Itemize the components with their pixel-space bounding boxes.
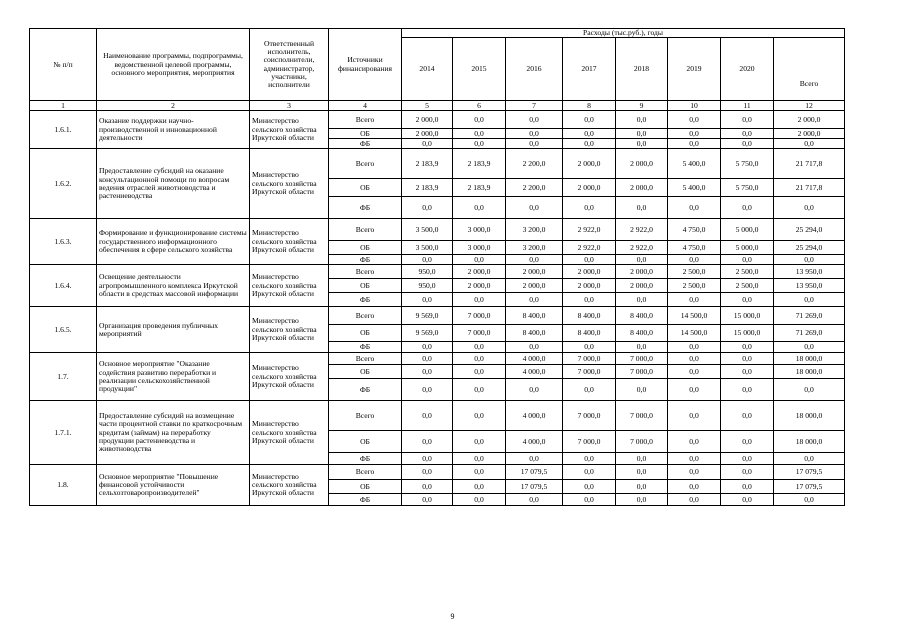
funding-source: Всего (329, 111, 402, 129)
row-number: 1.6.3. (30, 219, 97, 265)
year-value: 0,0 (506, 255, 563, 265)
year-value: 7 000,0 (616, 431, 668, 453)
year-value: 3 000,0 (453, 241, 506, 255)
table-row (30, 353, 845, 365)
year-value: 7 000,0 (616, 353, 668, 365)
year-value: 5 750,0 (721, 179, 774, 197)
year-value: 3 200,0 (506, 241, 563, 255)
funding-source: Всего (329, 219, 402, 241)
year-value: 0,0 (721, 494, 774, 506)
year-value: 2 000,0 (616, 279, 668, 293)
program-name: Организация проведения публичных мероприятий (97, 307, 250, 353)
header-year: 2020 (721, 38, 774, 101)
column-number-cell: 2 (97, 101, 250, 111)
table-row (30, 265, 845, 279)
year-value: 0,0 (453, 379, 506, 401)
year-value: 2 922,0 (616, 219, 668, 241)
table-body (30, 111, 845, 506)
year-value: 15 000,0 (721, 307, 774, 325)
year-value: 9 569,0 (402, 307, 453, 325)
year-value: 0,0 (506, 129, 563, 139)
year-value: 0,0 (721, 342, 774, 353)
year-value: 14 500,0 (668, 325, 721, 342)
year-value: 0,0 (402, 342, 453, 353)
year-value: 0,0 (402, 453, 453, 465)
year-value: 0,0 (453, 129, 506, 139)
funding-source: Всего (329, 265, 402, 279)
total-value: 21 717,8 (774, 149, 845, 179)
year-value: 0,0 (668, 342, 721, 353)
header-year: 2017 (563, 38, 616, 101)
year-value: 0,0 (453, 494, 506, 506)
year-value: 0,0 (563, 342, 616, 353)
header-name: Наименование программы, подпрограммы, ведомственной целевой программы, основного мероприятия, мероприятия (97, 29, 250, 101)
year-value: 4 750,0 (668, 241, 721, 255)
year-value: 0,0 (668, 293, 721, 307)
total-value: 0,0 (774, 197, 845, 219)
year-value: 0,0 (668, 431, 721, 453)
total-value: 0,0 (774, 342, 845, 353)
year-value: 4 750,0 (668, 219, 721, 241)
year-value: 0,0 (506, 197, 563, 219)
executor: Министерство сельского хозяйства Иркутской области (250, 307, 329, 353)
year-value: 0,0 (668, 401, 721, 431)
row-number: 1.6.5. (30, 307, 97, 353)
funding-source: ФБ (329, 453, 402, 465)
total-value: 17 079,5 (774, 465, 845, 480)
year-value: 0,0 (563, 480, 616, 494)
executor: Министерство сельского хозяйства Иркутской области (250, 265, 329, 307)
year-value: 0,0 (506, 139, 563, 149)
header-year: 2018 (616, 38, 668, 101)
year-value: 0,0 (563, 255, 616, 265)
column-number-cell: 6 (453, 101, 506, 111)
year-value: 2 000,0 (616, 179, 668, 197)
year-value: 0,0 (721, 453, 774, 465)
year-value: 3 500,0 (402, 219, 453, 241)
year-value: 8 400,0 (616, 307, 668, 325)
year-value: 7 000,0 (563, 365, 616, 379)
year-value: 3 500,0 (402, 241, 453, 255)
program-name: Освещение деятельности агропромышленного комплекса Иркутской области в средствах массовой информации (97, 265, 250, 307)
year-value: 4 000,0 (506, 365, 563, 379)
total-value: 2 000,0 (774, 111, 845, 129)
column-number-cell: 4 (329, 101, 402, 111)
year-value: 0,0 (721, 139, 774, 149)
column-number-cell: 7 (506, 101, 563, 111)
year-value: 3 000,0 (453, 219, 506, 241)
year-value: 2 000,0 (563, 179, 616, 197)
year-value: 0,0 (402, 401, 453, 431)
funding-source: Всего (329, 465, 402, 480)
year-value: 0,0 (668, 379, 721, 401)
funding-source: ОБ (329, 179, 402, 197)
year-value: 0,0 (402, 465, 453, 480)
total-value: 0,0 (774, 293, 845, 307)
year-value: 0,0 (616, 480, 668, 494)
year-value: 0,0 (616, 129, 668, 139)
row-number: 1.7. (30, 353, 97, 401)
funding-source: ФБ (329, 139, 402, 149)
year-value: 2 922,0 (616, 241, 668, 255)
year-value: 17 079,5 (506, 465, 563, 480)
funding-source: ОБ (329, 325, 402, 342)
year-value: 4 000,0 (506, 353, 563, 365)
year-value: 0,0 (668, 197, 721, 219)
year-value: 0,0 (453, 197, 506, 219)
year-value: 7 000,0 (616, 365, 668, 379)
year-value: 0,0 (402, 365, 453, 379)
program-name: Основное мероприятие "Оказание содействия развитию переработки и реализации сельскохозяйственной продукции" (97, 353, 250, 401)
row-number: 1.8. (30, 465, 97, 506)
year-value: 0,0 (506, 293, 563, 307)
year-value: 0,0 (563, 197, 616, 219)
total-value: 71 269,0 (774, 307, 845, 325)
funding-source: Всего (329, 307, 402, 325)
year-value: 0,0 (668, 453, 721, 465)
year-value: 0,0 (453, 111, 506, 129)
year-value: 17 079,5 (506, 480, 563, 494)
year-value: 2 000,0 (453, 265, 506, 279)
year-value: 0,0 (721, 379, 774, 401)
year-value: 0,0 (668, 129, 721, 139)
year-value: 7 000,0 (563, 401, 616, 431)
year-value: 0,0 (402, 293, 453, 307)
year-value: 0,0 (721, 431, 774, 453)
year-value: 0,0 (616, 342, 668, 353)
year-value: 0,0 (453, 431, 506, 453)
year-value: 0,0 (668, 480, 721, 494)
year-value: 0,0 (506, 379, 563, 401)
year-value: 7 000,0 (616, 401, 668, 431)
year-value: 5 000,0 (721, 219, 774, 241)
year-value: 2 000,0 (506, 265, 563, 279)
column-number-cell: 11 (721, 101, 774, 111)
total-value: 0,0 (774, 139, 845, 149)
total-value: 0,0 (774, 255, 845, 265)
year-value: 2 183,9 (453, 179, 506, 197)
header-exec: Ответственный исполнитель, соисполнители, администратор, участники, исполнители (250, 29, 329, 101)
year-value: 5 000,0 (721, 241, 774, 255)
column-number-cell: 8 (563, 101, 616, 111)
total-value: 2 000,0 (774, 129, 845, 139)
column-number-cell: 3 (250, 101, 329, 111)
column-number-cell: 5 (402, 101, 453, 111)
year-value: 4 000,0 (506, 401, 563, 431)
executor: Министерство сельского хозяйства Иркутской области (250, 401, 329, 465)
year-value: 0,0 (453, 453, 506, 465)
year-value: 7 000,0 (453, 307, 506, 325)
year-value: 0,0 (721, 129, 774, 139)
total-value: 13 950,0 (774, 265, 845, 279)
year-value: 2 000,0 (402, 111, 453, 129)
page-number: 9 (450, 612, 455, 621)
year-value: 0,0 (506, 111, 563, 129)
funding-source: ОБ (329, 279, 402, 293)
executor: Министерство сельского хозяйства Иркутской области (250, 111, 329, 149)
year-value: 0,0 (721, 197, 774, 219)
year-value: 950,0 (402, 265, 453, 279)
year-value: 8 400,0 (563, 307, 616, 325)
year-value: 0,0 (668, 365, 721, 379)
total-value: 18 000,0 (774, 365, 845, 379)
executor: Министерство сельского хозяйства Иркутской области (250, 353, 329, 401)
year-value: 0,0 (616, 379, 668, 401)
year-value: 2 500,0 (668, 279, 721, 293)
row-number: 1.7.1. (30, 401, 97, 465)
funding-source: ФБ (329, 293, 402, 307)
year-value: 2 000,0 (506, 279, 563, 293)
year-value: 950,0 (402, 279, 453, 293)
column-number-cell: 12 (774, 101, 845, 111)
year-value: 0,0 (453, 353, 506, 365)
total-value: 25 294,0 (774, 219, 845, 241)
executor: Министерство сельского хозяйства Иркутской области (250, 219, 329, 265)
funding-source: ФБ (329, 255, 402, 265)
year-value: 0,0 (668, 353, 721, 365)
year-value: 8 400,0 (506, 325, 563, 342)
total-value: 21 717,8 (774, 179, 845, 197)
year-value: 2 183,9 (453, 149, 506, 179)
year-value: 0,0 (453, 465, 506, 480)
year-value: 0,0 (563, 465, 616, 480)
column-number-cell: 9 (616, 101, 668, 111)
year-value: 2 000,0 (402, 129, 453, 139)
financing-table (29, 28, 845, 506)
funding-source: ФБ (329, 379, 402, 401)
total-value: 18 000,0 (774, 401, 845, 431)
year-value: 5 400,0 (668, 179, 721, 197)
funding-source: Всего (329, 353, 402, 365)
year-value: 2 000,0 (563, 279, 616, 293)
year-value: 0,0 (668, 139, 721, 149)
year-value: 0,0 (721, 111, 774, 129)
year-value: 0,0 (402, 431, 453, 453)
year-value: 0,0 (721, 480, 774, 494)
year-value: 0,0 (721, 401, 774, 431)
year-value: 0,0 (721, 353, 774, 365)
table-row (30, 401, 845, 431)
year-value: 5 750,0 (721, 149, 774, 179)
funding-source: ОБ (329, 241, 402, 255)
header-source: Источники финансирования (329, 29, 402, 101)
year-value: 0,0 (616, 255, 668, 265)
year-value: 0,0 (453, 342, 506, 353)
year-value: 0,0 (402, 494, 453, 506)
year-value: 9 569,0 (402, 325, 453, 342)
year-value: 8 400,0 (616, 325, 668, 342)
year-value: 0,0 (616, 111, 668, 129)
program-name: Оказание поддержки научно-производственной и инновационной деятельности (97, 111, 250, 149)
year-value: 2 500,0 (721, 265, 774, 279)
year-value: 0,0 (453, 401, 506, 431)
year-value: 0,0 (402, 139, 453, 149)
header-year: 2019 (668, 38, 721, 101)
year-value: 2 000,0 (453, 279, 506, 293)
year-value: 7 000,0 (453, 325, 506, 342)
total-value: 0,0 (774, 379, 845, 401)
year-value: 0,0 (563, 111, 616, 129)
funding-source: ОБ (329, 480, 402, 494)
year-value: 7 000,0 (563, 353, 616, 365)
year-value: 0,0 (668, 465, 721, 480)
year-value: 2 000,0 (563, 265, 616, 279)
year-value: 8 400,0 (563, 325, 616, 342)
year-value: 0,0 (506, 494, 563, 506)
year-value: 2 200,0 (506, 149, 563, 179)
header-year: 2016 (506, 38, 563, 101)
year-value: 2 000,0 (616, 265, 668, 279)
table-row (30, 111, 845, 129)
funding-source: ФБ (329, 197, 402, 219)
year-value: 0,0 (616, 293, 668, 307)
year-value: 0,0 (453, 293, 506, 307)
column-number-row (30, 101, 845, 111)
year-value: 0,0 (563, 293, 616, 307)
total-value: 0,0 (774, 453, 845, 465)
year-value: 0,0 (453, 255, 506, 265)
year-value: 0,0 (563, 139, 616, 149)
year-value: 0,0 (616, 465, 668, 480)
year-value: 2 922,0 (563, 241, 616, 255)
executor: Министерство сельского хозяйства Иркутской области (250, 465, 329, 506)
year-value: 0,0 (402, 197, 453, 219)
program-name: Основное мероприятие "Повышение финансовой устойчивости сельхозтоваропроизводителей" (97, 465, 250, 506)
row-number: 1.6.4. (30, 265, 97, 307)
funding-source: ОБ (329, 365, 402, 379)
column-number-cell: 10 (668, 101, 721, 111)
column-number-cell: 1 (30, 101, 97, 111)
year-value: 0,0 (506, 342, 563, 353)
total-value: 13 950,0 (774, 279, 845, 293)
program-name: Предоставление субсидий на возмещение части процентной ставки по краткосрочным кредитам (займам) на переработку продукции растениеводства и животноводства (97, 401, 250, 465)
year-value: 5 400,0 (668, 149, 721, 179)
executor: Министерство сельского хозяйства Иркутской области (250, 149, 329, 219)
year-value: 0,0 (402, 379, 453, 401)
year-value: 0,0 (721, 293, 774, 307)
funding-source: ОБ (329, 129, 402, 139)
header-expenses: Расходы (тыс.руб.), годы (402, 29, 845, 38)
table-row (30, 219, 845, 241)
year-value: 0,0 (563, 494, 616, 506)
year-value: 0,0 (402, 480, 453, 494)
total-value: 18 000,0 (774, 353, 845, 365)
table-row (30, 149, 845, 179)
header-num: № п/п (30, 29, 97, 101)
year-value: 14 500,0 (668, 307, 721, 325)
year-value: 0,0 (563, 129, 616, 139)
year-value: 0,0 (402, 255, 453, 265)
year-value: 0,0 (402, 353, 453, 365)
program-name: Предоставление субсидий на оказание консультационной помощи по вопросам ведения отраслей животноводства и растениеводства (97, 149, 250, 219)
total-value: 17 079,5 (774, 480, 845, 494)
year-value: 4 000,0 (506, 431, 563, 453)
funding-source: ФБ (329, 342, 402, 353)
funding-source: Всего (329, 149, 402, 179)
year-value: 8 400,0 (506, 307, 563, 325)
year-value: 2 183,9 (402, 149, 453, 179)
year-value: 0,0 (506, 453, 563, 465)
program-name: Формирование и функционирование системы государственного информационного обеспечения в сфере сельского хозяйства (97, 219, 250, 265)
year-value: 2 000,0 (616, 149, 668, 179)
year-value: 2 922,0 (563, 219, 616, 241)
table-row (30, 307, 845, 325)
year-value: 2 000,0 (563, 149, 616, 179)
year-value: 0,0 (721, 255, 774, 265)
total-value: 71 269,0 (774, 325, 845, 342)
year-value: 0,0 (616, 453, 668, 465)
year-value: 2 500,0 (668, 265, 721, 279)
year-value: 15 000,0 (721, 325, 774, 342)
year-value: 0,0 (563, 379, 616, 401)
year-value: 0,0 (668, 111, 721, 129)
year-value: 3 200,0 (506, 219, 563, 241)
year-value: 0,0 (721, 365, 774, 379)
header-total: Всего (774, 38, 845, 101)
year-value: 2 200,0 (506, 179, 563, 197)
year-value: 0,0 (616, 197, 668, 219)
funding-source: ФБ (329, 494, 402, 506)
year-value: 0,0 (616, 139, 668, 149)
row-number: 1.6.1. (30, 111, 97, 149)
table-row (30, 465, 845, 480)
year-value: 2 183,9 (402, 179, 453, 197)
year-value: 0,0 (563, 453, 616, 465)
year-value: 0,0 (453, 139, 506, 149)
year-value: 0,0 (668, 255, 721, 265)
header-year: 2014 (402, 38, 453, 101)
total-value: 25 294,0 (774, 241, 845, 255)
year-value: 0,0 (721, 465, 774, 480)
year-value: 2 500,0 (721, 279, 774, 293)
funding-source: ОБ (329, 431, 402, 453)
row-number: 1.6.2. (30, 149, 97, 219)
header-year: 2015 (453, 38, 506, 101)
year-value: 7 000,0 (563, 431, 616, 453)
year-value: 0,0 (453, 365, 506, 379)
funding-source: Всего (329, 401, 402, 431)
total-value: 18 000,0 (774, 431, 845, 453)
year-value: 0,0 (616, 494, 668, 506)
year-value: 0,0 (668, 494, 721, 506)
year-value: 0,0 (453, 480, 506, 494)
total-value: 0,0 (774, 494, 845, 506)
